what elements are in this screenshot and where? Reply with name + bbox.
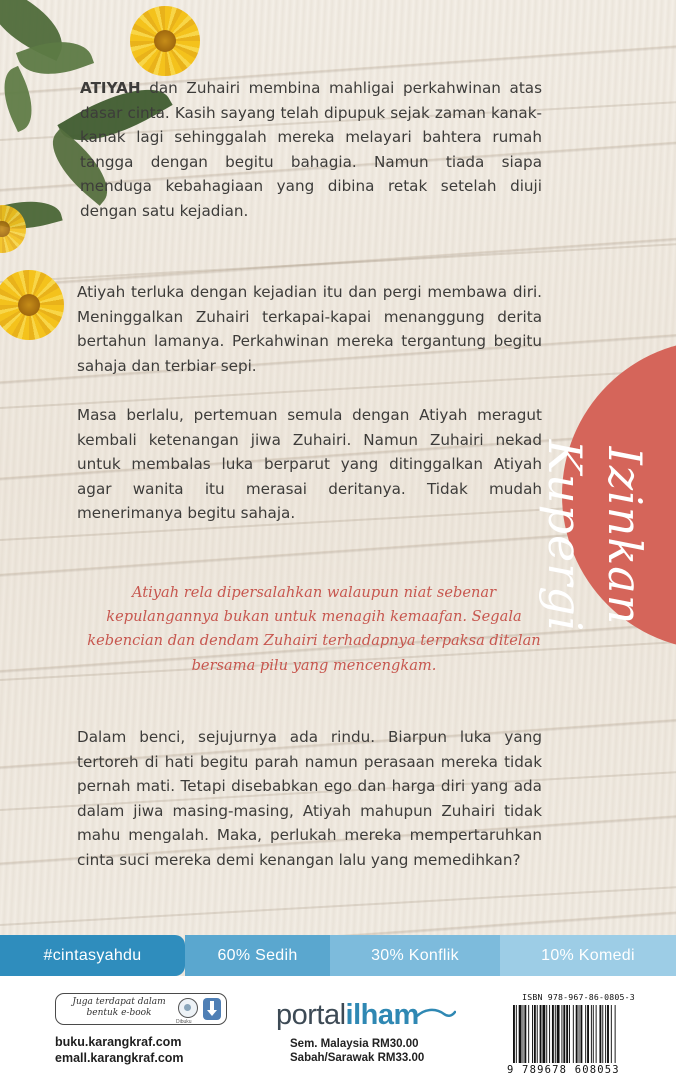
price-peninsular: Sem. Malaysia RM30.00 xyxy=(290,1038,419,1050)
website-links xyxy=(55,1034,255,1066)
barcode-bar xyxy=(542,1005,545,1063)
barcode-bar xyxy=(519,1005,522,1063)
barcode-bar xyxy=(602,1005,603,1063)
barcode-bar xyxy=(552,1005,554,1063)
tag-komedi: 10% Komedi xyxy=(500,935,676,976)
price-east-malaysia: Sabah/Sarawak RM33.00 xyxy=(290,1052,425,1064)
publisher-logo xyxy=(276,996,419,1030)
barcode-bar xyxy=(587,1005,589,1063)
barcode-bar xyxy=(585,1005,586,1063)
barcode-bar xyxy=(615,1005,616,1063)
pull-quote: Atiyah rela dipersalahkan walaupun niat sebenar kepulangannya bukan untuk menagih kemaafan. Segala kebencian dan dendam Zuhairi terhadapnya terpaksa ditelan bersama pilu yang mencengkam. xyxy=(87,584,541,674)
isbn-digits: 9 789678 608053 xyxy=(507,1064,620,1076)
isbn-label: ISBN 978-967-86-0805-3 xyxy=(522,992,635,1002)
barcode-bar xyxy=(607,1005,609,1063)
barcode-bar xyxy=(524,1005,526,1063)
barcode-bar xyxy=(523,1005,524,1063)
barcode-bar xyxy=(549,1005,550,1063)
barcode-bar xyxy=(566,1005,568,1063)
barcode-bar xyxy=(576,1005,578,1063)
barcode-bar xyxy=(555,1005,556,1063)
paragraph-lead-name: ATIYAH xyxy=(80,79,141,97)
synopsis-paragraph-3: Masa berlalu, pertemuan semula dengan Atiyah meragut kembali ketenangan jiwa Zuhairi. Namun Zuhairi nekad untuk membalas luka berparut yang ditinggalkan Atiyah agar wanita itu merasai deritanya. Tidak mudah menerimanya begitu sahaja. xyxy=(77,406,542,523)
barcode-bar xyxy=(532,1005,533,1063)
tag-sedih: 60% Sedih xyxy=(185,935,330,976)
leaf-icon xyxy=(0,66,43,132)
barcode-bar xyxy=(561,1005,562,1063)
barcode-bar xyxy=(596,1005,597,1063)
logo-portal-text: portal xyxy=(276,999,346,1031)
barcode-bar xyxy=(540,1005,542,1063)
ebook-app-label: Dibuku xyxy=(176,1019,192,1025)
barcode-bar xyxy=(563,1005,565,1063)
barcode-bar xyxy=(513,1005,515,1063)
barcode-bar xyxy=(579,1005,580,1063)
barcode-bar xyxy=(516,1005,517,1063)
wood-plank-line xyxy=(0,885,676,927)
barcode-bar xyxy=(580,1005,582,1063)
barcode-bar xyxy=(573,1005,574,1063)
price-list xyxy=(290,1037,424,1065)
logo-ilham-text: ilham xyxy=(345,999,419,1031)
barcode-bar xyxy=(534,1005,536,1063)
barcode-bar xyxy=(591,1005,592,1063)
barcode-bar xyxy=(599,1005,601,1063)
barcode-icon xyxy=(513,1005,646,1063)
synopsis-paragraph-2: Atiyah terluka dengan kejadian itu dan pergi membawa diri. Meninggalkan Zuhairi terkapai-kapai menanggung derita bertahun lamanya. Perkahwinan mereka tergantung begitu sahaja dan terbiar sepi. xyxy=(77,283,542,375)
daisy-flower-icon xyxy=(0,270,64,340)
wood-plank-line xyxy=(0,242,676,284)
genre-tag-bar xyxy=(0,935,676,976)
tag-hashtag: #cintasyahdu xyxy=(0,935,185,976)
paragraph-text: dan Zuhairi membina mahligai perkahwinan atas dasar cinta. Kasih sayang telah dipupuk sejak zaman kanak-kanak lagi sehinggalah mereka melayari bahtera rumah tangga dengan begitu bahagia. Namun tiada siapa menduga kebahagiaan yang dibina retak setelah diuji dengan satu kejadian. xyxy=(80,79,542,220)
book-title: Izinkan Kupergi xyxy=(538,439,652,633)
synopsis-paragraph-1 xyxy=(80,76,542,224)
ebook-app-icon xyxy=(178,998,198,1018)
barcode-bar xyxy=(569,1005,570,1063)
logo-swoosh-icon xyxy=(414,1006,456,1022)
ebook-note: Juga terdapat dalam bentuk e-book xyxy=(72,997,166,1018)
barcode-bar xyxy=(611,1005,612,1063)
ebook-badge xyxy=(55,993,227,1025)
download-icon xyxy=(203,998,221,1020)
synopsis-paragraph-4: Dalam benci, sejujurnya ada rindu. Biarpun luka yang tertoreh di hati begitu parah namun perasaan mereka tidak pernah mati. Tetapi disebabkan ego dan harga diri yang ada dalam jiwa masing-masing, Atiyah mahupun Zuhairi tidak mahu mengalah. Maka, perlukah mereka mempertaruhkan cinta suci mereka demi kenangan lalu yang memedihkan? xyxy=(77,728,542,869)
barcode-bar xyxy=(557,1005,560,1063)
barcode-bar xyxy=(537,1005,538,1063)
barcode-bar xyxy=(605,1005,606,1063)
link-buku[interactable]: buku.karangkraf.com xyxy=(55,1035,182,1049)
barcode-bar xyxy=(593,1005,594,1063)
tag-konflik: 30% Konflik xyxy=(330,935,500,976)
barcode-bar xyxy=(528,1005,529,1063)
daisy-flower-icon xyxy=(130,6,200,76)
barcode-bar xyxy=(546,1005,547,1063)
link-emall[interactable]: emall.karangkraf.com xyxy=(55,1051,184,1065)
